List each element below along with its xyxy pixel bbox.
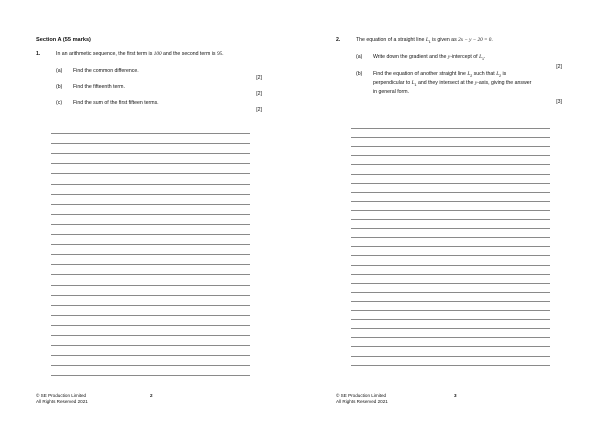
answer-line [51,335,250,336]
part-1a-text: Find the common difference. [73,68,139,74]
part-1b-text: Find the fifteenth term. [73,84,125,90]
answer-line [51,264,250,265]
page-number: 3 [454,393,457,398]
answer-line [351,219,550,220]
answer-line [51,234,250,235]
right-page [300,0,600,424]
answer-line [51,184,250,185]
part-2a-text: Write down the gradient and the y-intercept of $L_1$. [373,54,486,62]
part-1b-marks: [2] [256,91,262,97]
question-2-stem: The equation of a straight line $L_1$ is given as 2x − y − 20 = 0. [356,37,493,45]
footer-copyright: © SE Production Limited [36,393,87,398]
answer-line [351,210,550,211]
part-2b-line1: Find the equation of another straight line $L_2$ such that $L_2$ is [373,71,507,79]
answer-line [351,174,550,175]
answer-line [351,301,550,302]
part-1a-marks: [2] [256,75,262,81]
question-2-number: 2. [336,37,341,43]
answer-line [351,283,550,284]
part-1c-text: Find the sum of the first fifteen terms. [73,100,159,106]
answer-line [351,137,550,138]
answer-line [51,285,250,286]
part-2a-marks: [2] [556,64,562,70]
answer-line [351,310,550,311]
answer-line [51,153,250,154]
part-1a-label: (a) [56,68,63,74]
part-2a-label: (a) [356,54,363,60]
question-1-stem: In an arithmetic sequence, the first term is 100 and the second term is 95. [56,51,224,57]
answer-line [51,244,250,245]
answer-line [351,155,550,156]
answer-line [51,305,250,306]
section-title: Section A (55 marks) [36,37,91,43]
answer-line [351,164,550,165]
answer-line [351,356,550,357]
answer-line [51,325,250,326]
answer-line [351,228,550,229]
footer-rights: All Rights Reserved 2021 [336,399,388,404]
answer-line [351,201,550,202]
answer-line [351,146,550,147]
answer-line [51,224,250,225]
answer-line [51,173,250,174]
answer-line [51,274,250,275]
answer-line [51,315,250,316]
answer-line [51,204,250,205]
answer-line [51,163,250,164]
question-1-number: 1. [36,51,41,57]
answer-line [351,337,550,338]
footer-rights: All Rights Reserved 2021 [36,399,88,404]
answer-line [351,255,550,256]
answer-line [351,274,550,275]
answer-line [51,194,250,195]
part-1b-label: (b) [56,84,63,90]
answer-line [351,128,550,129]
part-2b-label: (b) [356,71,363,77]
answer-line [351,319,550,320]
answer-line [51,133,250,134]
answer-line [51,295,250,296]
answer-line [351,365,550,366]
part-2b-marks: [3] [556,99,562,105]
footer-copyright: © SE Production Limited [336,393,387,398]
answer-line [51,355,250,356]
answer-line [351,237,550,238]
answer-line [51,214,250,215]
answer-line [351,346,550,347]
answer-line [51,365,250,366]
part-2b-line3: in general form. [373,89,410,95]
part-2b-line2: perpendicular to $L_1$ and they intersect at the y-axis, giving the answer [373,80,532,88]
answer-line [51,345,250,346]
answer-line [351,183,550,184]
answer-line [51,254,250,255]
answer-line [51,143,250,144]
part-1c-marks: [2] [256,107,262,113]
answer-line [351,292,550,293]
answer-line [351,265,550,266]
answer-line [351,328,550,329]
part-1c-label: (c) [56,100,63,106]
answer-line [51,375,250,376]
answer-line [351,192,550,193]
answer-line [351,246,550,247]
page-number: 2 [150,393,153,398]
